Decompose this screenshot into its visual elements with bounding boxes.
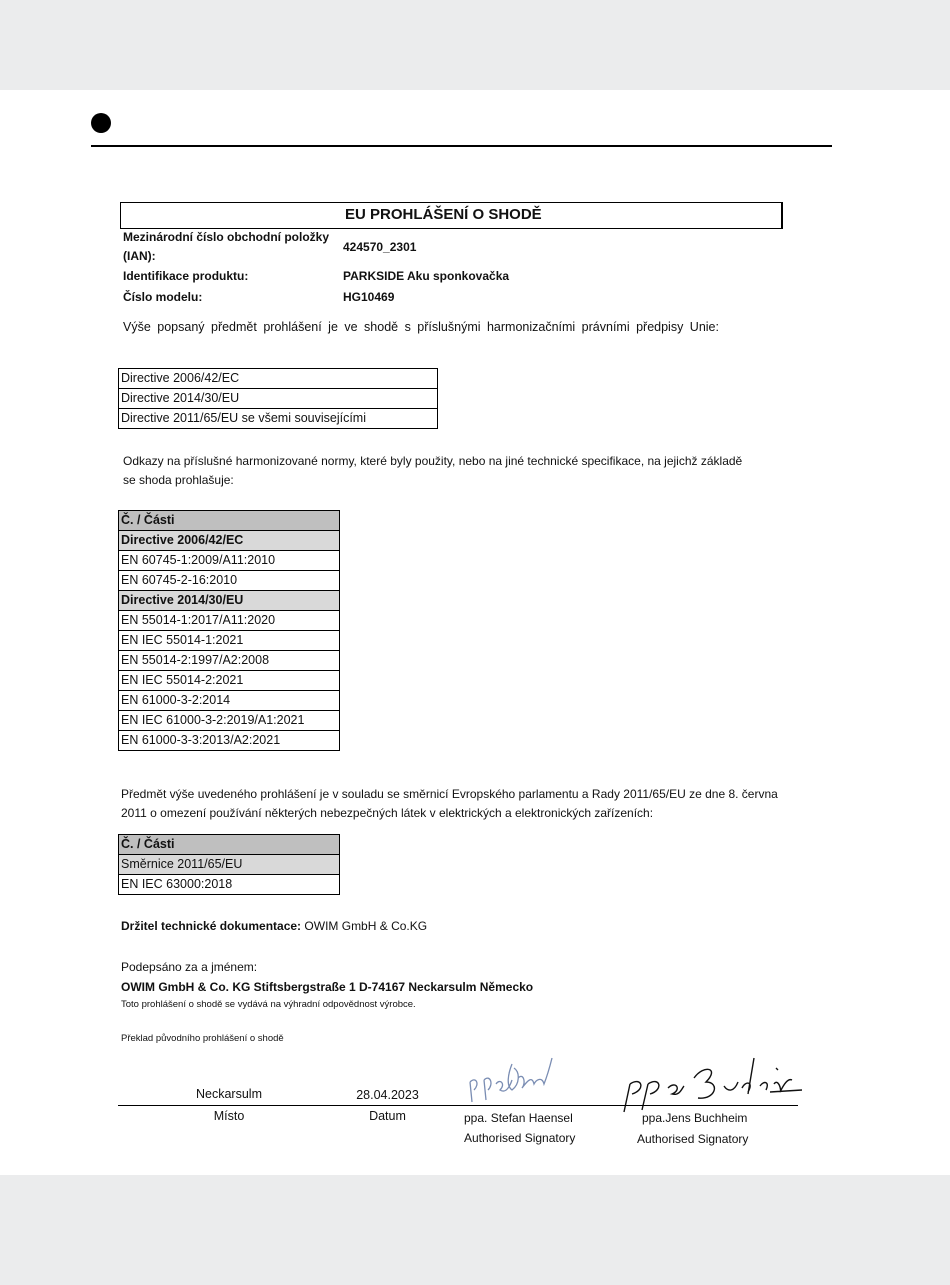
signed-for-label: Podepsáno za a jménem: (121, 960, 258, 974)
model-label: Číslo modelu: (123, 290, 203, 304)
signer2-name: ppa.Jens Buchheim (642, 1111, 748, 1125)
document-page (0, 90, 950, 1175)
table-row (119, 531, 340, 551)
rohs-statement: Předmět výše uvedeného prohlášení je v souladu se směrnicí Evropského parlamentu a Rady 2011/65/EU ze dne 8. června 2011 o omezení používání některých nebezpečných látek v elektrických a elektronických zařízeních: (121, 787, 778, 820)
product-value: PARKSIDE Aku sponkovačka (343, 269, 510, 283)
table-cell: Directive 2014/30/EU (119, 591, 340, 611)
table-row (119, 551, 340, 571)
table-row (119, 875, 340, 895)
place-label: Místo (213, 1109, 245, 1123)
table-cell: EN 61000-3-3:2013/A2:2021 (119, 731, 340, 751)
table-cell: Směrnice 2011/65/EU (119, 855, 340, 875)
signature-haensel (462, 1050, 572, 1110)
table-header-row (119, 511, 340, 531)
document-title: EU PROHLÁŠENÍ O SHODĚ (345, 206, 542, 223)
section-bullet-icon (91, 113, 111, 133)
table-header: Č. / Části (119, 511, 340, 531)
signer1-name: ppa. Stefan Haensel (464, 1111, 573, 1125)
title-box (120, 202, 783, 229)
table-header: Č. / Části (119, 835, 340, 855)
directive-cell: Directive 2006/42/EC (119, 369, 438, 389)
table-row (119, 389, 438, 409)
table-cell: EN 55014-2:1997/A2:2008 (119, 651, 340, 671)
table-row (119, 631, 340, 651)
place-value: Neckarsulm (196, 1087, 262, 1101)
rohs-table (118, 834, 340, 895)
table-row (119, 369, 438, 389)
table-cell: Directive 2006/42/EC (119, 531, 340, 551)
ian-value: 424570_2301 (343, 240, 417, 254)
responsibility-note: Toto prohlášení o shodě se vydává na výhradní odpovědnost výrobce. (121, 999, 416, 1010)
table-cell: EN 61000-3-2:2014 (119, 691, 340, 711)
conformity-statement: Výše popsaný předmět prohlášení je ve shodě s příslušnými harmonizačními právními předpisy Unie: (123, 320, 719, 334)
table-header-row (119, 835, 340, 855)
standards-table (118, 510, 340, 751)
table-cell: EN 60745-1:2009/A11:2010 (119, 551, 340, 571)
table-row (119, 855, 340, 875)
directives-table (118, 368, 438, 429)
docs-holder (121, 919, 427, 933)
signature-line (118, 1105, 798, 1106)
signer1-role: Authorised Signatory (464, 1131, 576, 1145)
table-row (119, 651, 340, 671)
standards-intro: Odkazy na příslušné harmonizované normy, které byly použity, nebo na jiné technické specifikace, na jejichž základě se shoda prohlašuje: (123, 454, 743, 487)
table-row (119, 711, 340, 731)
model-value: HG10469 (343, 290, 395, 304)
table-cell: EN IEC 55014-1:2021 (119, 631, 340, 651)
product-label: Identifikace produktu: (123, 269, 249, 283)
company-address: OWIM GmbH & Co. KG Stiftsbergstraße 1 D-74167 Neckarsulm Německo (121, 980, 534, 994)
directive-cell: Directive 2014/30/EU (119, 389, 438, 409)
directive-cell: Directive 2011/65/EU se všemi souvisejícími (119, 409, 438, 429)
table-row (119, 409, 438, 429)
table-cell: EN IEC 61000-3-2:2019/A1:2021 (119, 711, 340, 731)
docs-holder-value: OWIM GmbH & Co.KG (304, 919, 428, 933)
table-cell: EN IEC 63000:2018 (119, 875, 340, 895)
table-row (119, 591, 340, 611)
date-value: 28.04.2023 (356, 1088, 419, 1102)
table-cell: EN IEC 55014-2:2021 (119, 671, 340, 691)
table-row (119, 671, 340, 691)
header-divider (91, 145, 832, 147)
table-row (119, 691, 340, 711)
ian-label: Mezinárodní číslo obchodní položky (IAN): (123, 230, 330, 263)
docs-holder-label: Držitel technické dokumentace: (121, 919, 302, 933)
table-row (119, 571, 340, 591)
translation-note: Překlad původního prohlášení o shodě (121, 1033, 284, 1044)
table-cell: EN 55014-1:2017/A11:2020 (119, 611, 340, 631)
signer2-role: Authorised Signatory (637, 1132, 749, 1146)
table-row (119, 731, 340, 751)
table-row (119, 611, 340, 631)
table-cell: EN 60745-2-16:2010 (119, 571, 340, 591)
date-label: Datum (369, 1109, 406, 1123)
